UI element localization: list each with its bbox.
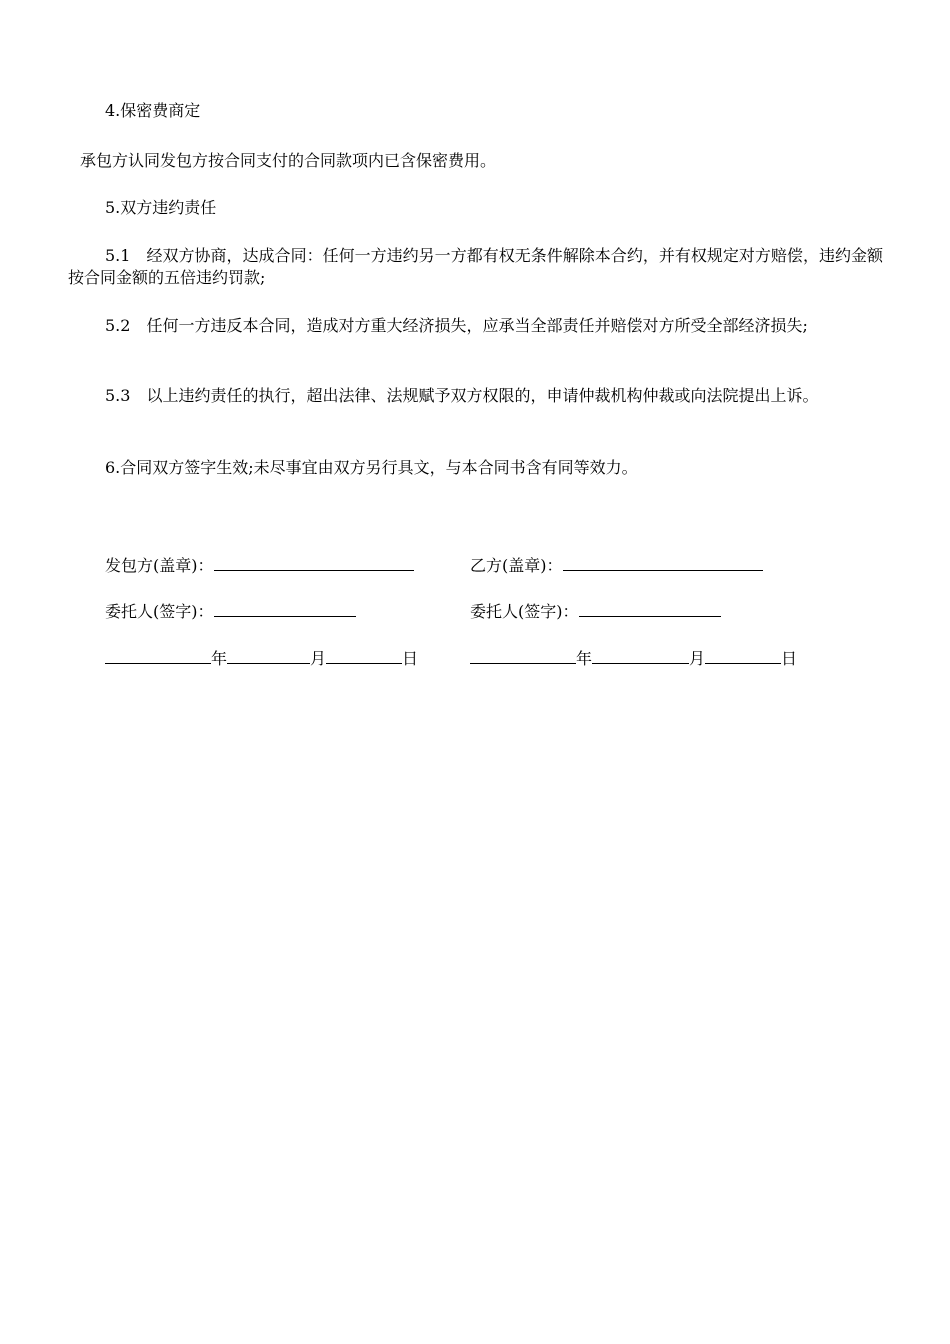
party-b-label: 乙方(盖章)： bbox=[470, 556, 563, 575]
party-a-month-label: 月 bbox=[310, 649, 327, 668]
section-5-title: 5.双方违约责任 bbox=[105, 198, 217, 217]
party-b-month-label: 月 bbox=[689, 649, 706, 668]
party-b-date-row bbox=[470, 648, 797, 670]
agent-b-label: 委托人(签字)： bbox=[470, 602, 579, 621]
party-a-seal-blank[interactable] bbox=[214, 556, 414, 571]
agent-a-label: 委托人(签字)： bbox=[105, 602, 214, 621]
clause-5-3: 5.3 以上违约责任的执行，超出法律、法规赋予双方权限的，申请仲裁机构仲裁或向法院提出上诉。 bbox=[105, 386, 819, 405]
party-a-month-blank[interactable] bbox=[227, 649, 310, 664]
party-a-label: 发包方(盖章)： bbox=[105, 556, 214, 575]
agent-b-signature-blank[interactable] bbox=[579, 602, 721, 617]
party-a-signature-row bbox=[105, 555, 414, 577]
party-b-signature-row bbox=[470, 555, 763, 577]
party-b-seal-blank[interactable] bbox=[563, 556, 763, 571]
party-b-day-label: 日 bbox=[781, 649, 798, 668]
party-b-year-label: 年 bbox=[576, 649, 593, 668]
agent-a-signature-blank[interactable] bbox=[214, 602, 356, 617]
section-4-title: 4.保密费商定 bbox=[105, 101, 201, 120]
section-4-body: 承包方认同发包方按合同支付的合同款项内已含保密费用。 bbox=[80, 151, 497, 170]
clause-5-1: 5.1 经双方协商，达成合同：任何一方违约另一方都有权无条件解除本合约，并有权规定对方赔偿，违约金额按合同金额的五倍违约罚款; bbox=[68, 246, 883, 287]
party-b-day-blank[interactable] bbox=[705, 649, 781, 664]
party-b-month-blank[interactable] bbox=[592, 649, 689, 664]
party-a-day-blank[interactable] bbox=[326, 649, 402, 664]
party-a-year-label: 年 bbox=[211, 649, 228, 668]
section-6: 6.合同双方签字生效;未尽事宜由双方另行具文，与本合同书含有同等效力。 bbox=[105, 458, 638, 477]
clause-5-2: 5.2 任何一方违反本合同，造成对方重大经济损失，应承当全部责任并赔偿对方所受全部经济损失; bbox=[105, 316, 808, 335]
party-a-year-blank[interactable] bbox=[105, 649, 211, 664]
party-a-date-row bbox=[105, 648, 418, 670]
agent-b-signature-row bbox=[470, 601, 721, 623]
party-b-year-blank[interactable] bbox=[470, 649, 576, 664]
party-a-day-label: 日 bbox=[402, 649, 419, 668]
agent-a-signature-row bbox=[105, 601, 356, 623]
